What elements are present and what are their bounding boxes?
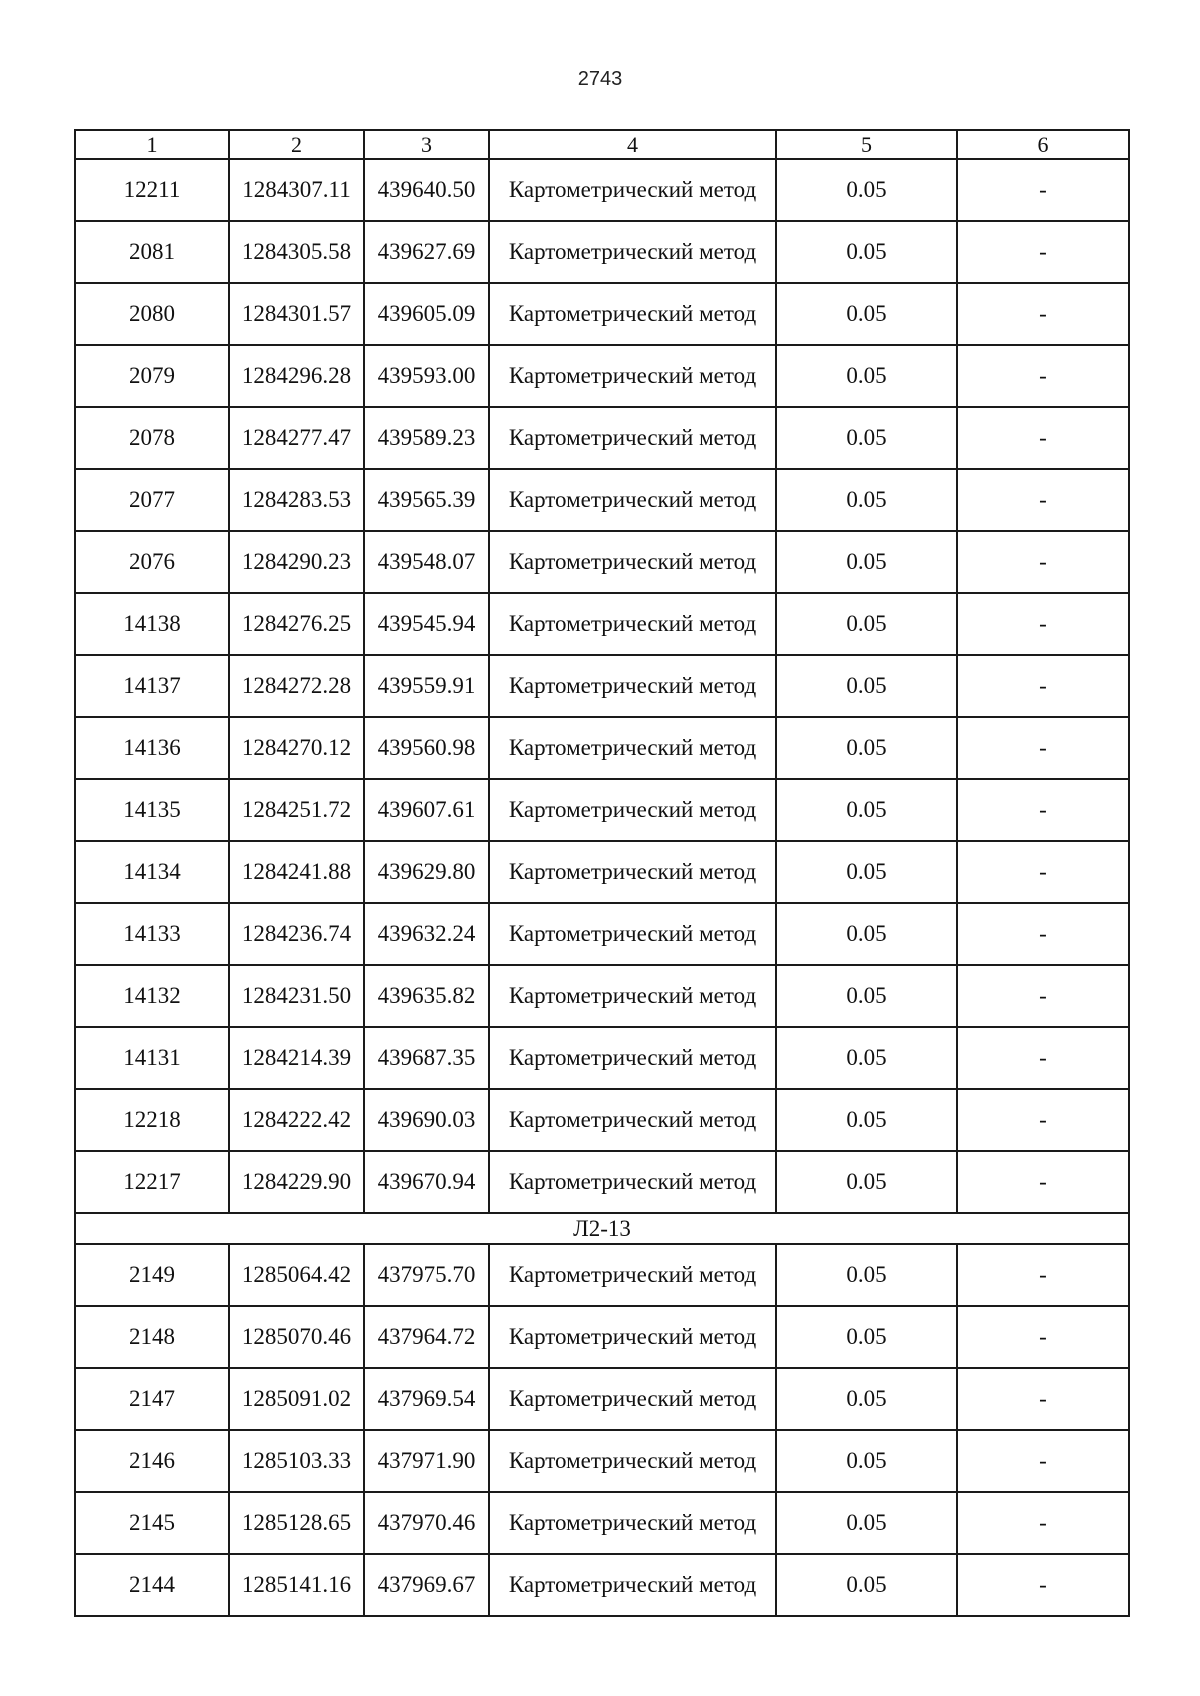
note-cell: - [957, 221, 1129, 283]
table-row [75, 221, 1129, 283]
y-coordinate-cell: 437969.54 [364, 1368, 489, 1430]
method-cell: Картометрический метод [489, 1306, 776, 1368]
x-coordinate-cell: 1284305.58 [229, 221, 364, 283]
accuracy-cell: 0.05 [776, 407, 957, 469]
x-coordinate-cell: 1284214.39 [229, 1027, 364, 1089]
accuracy-cell: 0.05 [776, 531, 957, 593]
note-cell: - [957, 655, 1129, 717]
table-row [75, 1306, 1129, 1368]
table-row [75, 407, 1129, 469]
table-row [75, 1492, 1129, 1554]
table-row [75, 1244, 1129, 1306]
method-cell: Картометрический метод [489, 1492, 776, 1554]
x-coordinate-cell: 1284277.47 [229, 407, 364, 469]
method-cell: Картометрический метод [489, 1554, 776, 1616]
method-cell: Картометрический метод [489, 531, 776, 593]
note-cell: - [957, 717, 1129, 779]
y-coordinate-cell: 439640.50 [364, 159, 489, 221]
column-header: 1 [75, 130, 229, 159]
y-coordinate-cell: 439627.69 [364, 221, 489, 283]
accuracy-cell: 0.05 [776, 1151, 957, 1213]
accuracy-cell: 0.05 [776, 655, 957, 717]
y-coordinate-cell: 439589.23 [364, 407, 489, 469]
note-cell: - [957, 1027, 1129, 1089]
note-cell: - [957, 1554, 1129, 1616]
header-row [75, 130, 1129, 159]
accuracy-cell: 0.05 [776, 345, 957, 407]
point-number-cell: 2081 [75, 221, 229, 283]
method-cell: Картометрический метод [489, 159, 776, 221]
accuracy-cell: 0.05 [776, 717, 957, 779]
method-cell: Картометрический метод [489, 1368, 776, 1430]
table-header [75, 130, 1129, 159]
section-label: Л2-13 [75, 1213, 1129, 1244]
table-row [75, 1368, 1129, 1430]
accuracy-cell: 0.05 [776, 779, 957, 841]
x-coordinate-cell: 1284270.12 [229, 717, 364, 779]
point-number-cell: 2144 [75, 1554, 229, 1616]
table-row [75, 903, 1129, 965]
point-number-cell: 14137 [75, 655, 229, 717]
point-number-cell: 2077 [75, 469, 229, 531]
point-number-cell: 12217 [75, 1151, 229, 1213]
table-row [75, 841, 1129, 903]
x-coordinate-cell: 1284301.57 [229, 283, 364, 345]
y-coordinate-cell: 437970.46 [364, 1492, 489, 1554]
x-coordinate-cell: 1284251.72 [229, 779, 364, 841]
note-cell: - [957, 1368, 1129, 1430]
x-coordinate-cell: 1284272.28 [229, 655, 364, 717]
point-number-cell: 2149 [75, 1244, 229, 1306]
method-cell: Картометрический метод [489, 841, 776, 903]
y-coordinate-cell: 437971.90 [364, 1430, 489, 1492]
note-cell: - [957, 159, 1129, 221]
point-number-cell: 2145 [75, 1492, 229, 1554]
table-row [75, 159, 1129, 221]
method-cell: Картометрический метод [489, 1244, 776, 1306]
table-row [75, 531, 1129, 593]
y-coordinate-cell: 439629.80 [364, 841, 489, 903]
point-number-cell: 2080 [75, 283, 229, 345]
accuracy-cell: 0.05 [776, 841, 957, 903]
method-cell: Картометрический метод [489, 965, 776, 1027]
point-number-cell: 2147 [75, 1368, 229, 1430]
method-cell: Картометрический метод [489, 655, 776, 717]
section-row [75, 1213, 1129, 1244]
method-cell: Картометрический метод [489, 1089, 776, 1151]
x-coordinate-cell: 1285141.16 [229, 1554, 364, 1616]
y-coordinate-cell: 439545.94 [364, 593, 489, 655]
point-number-cell: 14134 [75, 841, 229, 903]
method-cell: Картометрический метод [489, 469, 776, 531]
accuracy-cell: 0.05 [776, 221, 957, 283]
point-number-cell: 14133 [75, 903, 229, 965]
x-coordinate-cell: 1285128.65 [229, 1492, 364, 1554]
accuracy-cell: 0.05 [776, 903, 957, 965]
table-row [75, 1151, 1129, 1213]
note-cell: - [957, 345, 1129, 407]
accuracy-cell: 0.05 [776, 1554, 957, 1616]
y-coordinate-cell: 439687.35 [364, 1027, 489, 1089]
point-number-cell: 2148 [75, 1306, 229, 1368]
column-header: 6 [957, 130, 1129, 159]
column-header: 5 [776, 130, 957, 159]
point-number-cell: 12218 [75, 1089, 229, 1151]
page-number: 2743 [577, 68, 623, 90]
y-coordinate-cell: 439670.94 [364, 1151, 489, 1213]
table-row [75, 345, 1129, 407]
x-coordinate-cell: 1285091.02 [229, 1368, 364, 1430]
x-coordinate-cell: 1284222.42 [229, 1089, 364, 1151]
note-cell: - [957, 469, 1129, 531]
y-coordinate-cell: 439690.03 [364, 1089, 489, 1151]
y-coordinate-cell: 439565.39 [364, 469, 489, 531]
accuracy-cell: 0.05 [776, 1244, 957, 1306]
point-number-cell: 14135 [75, 779, 229, 841]
point-number-cell: 2146 [75, 1430, 229, 1492]
table-row [75, 283, 1129, 345]
point-number-cell: 2076 [75, 531, 229, 593]
note-cell: - [957, 1244, 1129, 1306]
y-coordinate-cell: 439607.61 [364, 779, 489, 841]
method-cell: Картометрический метод [489, 717, 776, 779]
note-cell: - [957, 1089, 1129, 1151]
y-coordinate-cell: 439548.07 [364, 531, 489, 593]
y-coordinate-cell: 439605.09 [364, 283, 489, 345]
accuracy-cell: 0.05 [776, 1089, 957, 1151]
x-coordinate-cell: 1284290.23 [229, 531, 364, 593]
method-cell: Картометрический метод [489, 1027, 776, 1089]
y-coordinate-cell: 437969.67 [364, 1554, 489, 1616]
accuracy-cell: 0.05 [776, 159, 957, 221]
y-coordinate-cell: 439635.82 [364, 965, 489, 1027]
note-cell: - [957, 965, 1129, 1027]
x-coordinate-cell: 1284276.25 [229, 593, 364, 655]
accuracy-cell: 0.05 [776, 593, 957, 655]
y-coordinate-cell: 439559.91 [364, 655, 489, 717]
point-number-cell: 14136 [75, 717, 229, 779]
note-cell: - [957, 531, 1129, 593]
table-row [75, 469, 1129, 531]
note-cell: - [957, 1151, 1129, 1213]
note-cell: - [957, 1492, 1129, 1554]
accuracy-cell: 0.05 [776, 1430, 957, 1492]
accuracy-cell: 0.05 [776, 469, 957, 531]
accuracy-cell: 0.05 [776, 1027, 957, 1089]
table-row [75, 717, 1129, 779]
x-coordinate-cell: 1285103.33 [229, 1430, 364, 1492]
note-cell: - [957, 1430, 1129, 1492]
x-coordinate-cell: 1284231.50 [229, 965, 364, 1027]
table-row [75, 593, 1129, 655]
y-coordinate-cell: 437975.70 [364, 1244, 489, 1306]
note-cell: - [957, 841, 1129, 903]
y-coordinate-cell: 439593.00 [364, 345, 489, 407]
coordinates-table [74, 129, 1130, 1617]
point-number-cell: 2078 [75, 407, 229, 469]
column-header: 3 [364, 130, 489, 159]
x-coordinate-cell: 1284307.11 [229, 159, 364, 221]
method-cell: Картометрический метод [489, 407, 776, 469]
note-cell: - [957, 593, 1129, 655]
accuracy-cell: 0.05 [776, 965, 957, 1027]
column-header: 2 [229, 130, 364, 159]
table-row [75, 1027, 1129, 1089]
method-cell: Картометрический метод [489, 903, 776, 965]
table-row [75, 965, 1129, 1027]
note-cell: - [957, 283, 1129, 345]
table-body [75, 159, 1129, 1616]
method-cell: Картометрический метод [489, 1151, 776, 1213]
y-coordinate-cell: 439632.24 [364, 903, 489, 965]
x-coordinate-cell: 1284296.28 [229, 345, 364, 407]
accuracy-cell: 0.05 [776, 283, 957, 345]
accuracy-cell: 0.05 [776, 1306, 957, 1368]
note-cell: - [957, 779, 1129, 841]
y-coordinate-cell: 439560.98 [364, 717, 489, 779]
table-row [75, 1554, 1129, 1616]
table-row [75, 1430, 1129, 1492]
method-cell: Картометрический метод [489, 283, 776, 345]
y-coordinate-cell: 437964.72 [364, 1306, 489, 1368]
method-cell: Картометрический метод [489, 779, 776, 841]
point-number-cell: 12211 [75, 159, 229, 221]
table-row [75, 1089, 1129, 1151]
column-header: 4 [489, 130, 776, 159]
x-coordinate-cell: 1284241.88 [229, 841, 364, 903]
point-number-cell: 2079 [75, 345, 229, 407]
note-cell: - [957, 1306, 1129, 1368]
table-row [75, 655, 1129, 717]
accuracy-cell: 0.05 [776, 1492, 957, 1554]
x-coordinate-cell: 1285064.42 [229, 1244, 364, 1306]
x-coordinate-cell: 1284283.53 [229, 469, 364, 531]
accuracy-cell: 0.05 [776, 1368, 957, 1430]
method-cell: Картометрический метод [489, 1430, 776, 1492]
note-cell: - [957, 407, 1129, 469]
x-coordinate-cell: 1284229.90 [229, 1151, 364, 1213]
x-coordinate-cell: 1284236.74 [229, 903, 364, 965]
point-number-cell: 14132 [75, 965, 229, 1027]
method-cell: Картометрический метод [489, 593, 776, 655]
point-number-cell: 14138 [75, 593, 229, 655]
x-coordinate-cell: 1285070.46 [229, 1306, 364, 1368]
table-row [75, 779, 1129, 841]
note-cell: - [957, 903, 1129, 965]
method-cell: Картометрический метод [489, 345, 776, 407]
point-number-cell: 14131 [75, 1027, 229, 1089]
method-cell: Картометрический метод [489, 221, 776, 283]
